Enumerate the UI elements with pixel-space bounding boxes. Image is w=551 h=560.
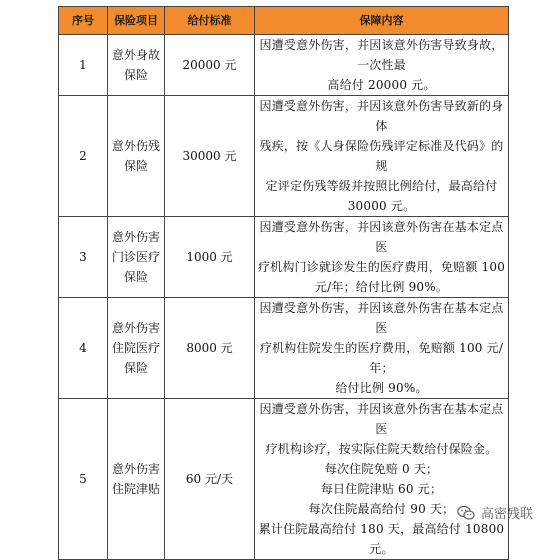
- content-line: 因遭受意外伤害，并因该意外伤害导致身故，一次性最: [259, 38, 504, 72]
- content-line: 高给付 20000 元。: [327, 78, 436, 92]
- item-line: 意外伤害: [111, 462, 160, 476]
- content-line: 累计住院最高给付 180 天，最高给付 10800 元。: [258, 522, 505, 556]
- row-content: [255, 399, 509, 560]
- row-item: [108, 35, 165, 96]
- table-row: [59, 96, 509, 217]
- header-standard: 给付标准: [165, 7, 255, 35]
- item-line: 意外身故: [111, 48, 160, 62]
- content-line: 疗机构住院发生的医疗费用，免赔额 100 元/年；: [259, 341, 504, 375]
- table-header: [59, 7, 509, 35]
- content-line: 每次住院最高给付 90 天；: [308, 502, 455, 516]
- row-standard: 1000 元: [165, 217, 255, 298]
- content-line: 每日住院津贴 60 元；: [320, 482, 443, 496]
- row-standard: 30000 元: [165, 96, 255, 217]
- item-line: 意外伤害: [111, 321, 160, 335]
- content-line: 疗机构门诊就诊发生的医疗费用，免赔额 100: [257, 260, 506, 274]
- watermark-text: 高密残联: [480, 507, 533, 522]
- item-line: 住院医疗: [111, 341, 160, 355]
- item-line: 意外伤残: [111, 139, 160, 153]
- table-row: [59, 217, 509, 298]
- row-item: [108, 96, 165, 217]
- item-line: 保险: [123, 361, 148, 375]
- content-line: 因遭受意外伤害，并因该意外伤害在基本定点医: [259, 220, 504, 254]
- item-line: 门诊医疗: [111, 250, 160, 264]
- content-line: 疗机构诊疗，按实际住院天数给付保险金。: [265, 442, 498, 456]
- row-standard: 20000 元: [165, 35, 255, 96]
- content-line: 30000 元。: [347, 199, 416, 213]
- item-line: 保险: [123, 68, 148, 82]
- row-no: 3: [59, 217, 108, 298]
- row-standard: 8000 元: [165, 298, 255, 399]
- row-content: [255, 217, 509, 298]
- row-item: [108, 399, 165, 560]
- watermark: [457, 503, 533, 522]
- item-line: 保险: [123, 159, 148, 173]
- item-line: 意外伤害: [111, 230, 160, 244]
- wechat-icon: [457, 505, 475, 521]
- item-line: 住院津贴: [111, 482, 160, 496]
- content-line: 因遭受意外伤害，并因该意外伤害导致新的身体: [259, 99, 504, 133]
- content-line: 定评定伤残等级并按照比例给付，最高给付: [265, 179, 498, 193]
- table-row: [59, 298, 509, 399]
- row-content: [255, 35, 509, 96]
- row-content: [255, 96, 509, 217]
- row-no: 4: [59, 298, 108, 399]
- content-line: 残疾，按《人身保险伤残评定标准及代码》的规: [259, 139, 504, 173]
- row-no: 2: [59, 96, 108, 217]
- table-row: [59, 35, 509, 96]
- header-item: 保险项目: [108, 7, 165, 35]
- row-no: 1: [59, 35, 108, 96]
- table-row: [59, 399, 509, 560]
- row-content: [255, 298, 509, 399]
- row-item: [108, 217, 165, 298]
- content-line: 每次住院免赔 0 天；: [324, 462, 439, 476]
- row-item: [108, 298, 165, 399]
- row-no: 5: [59, 399, 108, 560]
- content-line: 因遭受意外伤害，并因该意外伤害在基本定点医: [259, 301, 504, 335]
- benefits-table: [58, 6, 509, 560]
- content-line: 给付比例 90%。: [335, 381, 428, 395]
- content-line: 因遭受意外伤害，并因该意外伤害在基本定点医: [259, 402, 504, 436]
- header-no: 序号: [59, 7, 108, 35]
- header-content: 保障内容: [255, 7, 509, 35]
- item-line: 保险: [123, 270, 148, 284]
- content-line: 元/年；给付比例 90%。: [314, 280, 449, 294]
- row-standard: 60 元/天: [165, 399, 255, 560]
